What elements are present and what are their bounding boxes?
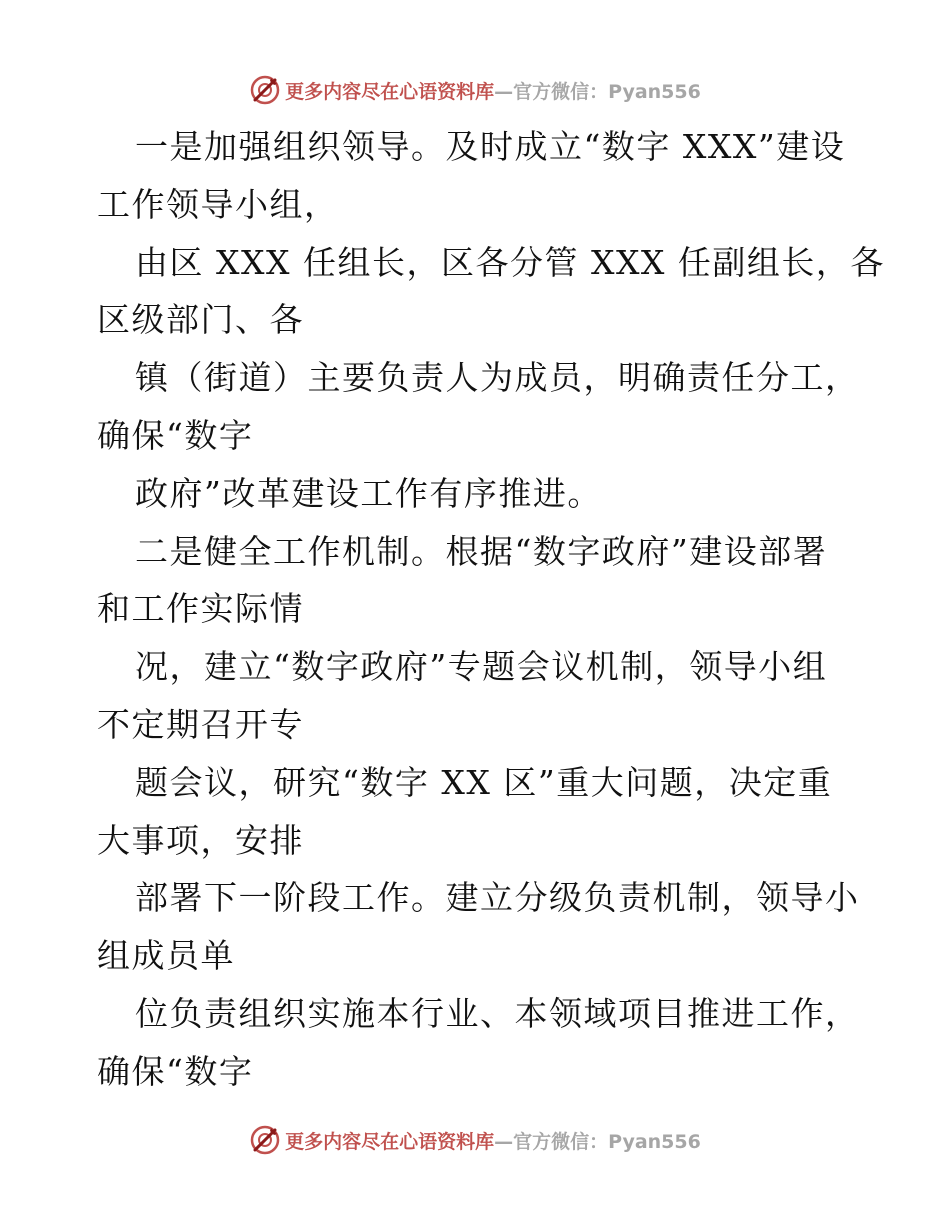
body-line: 确保“数字 [97,415,254,455]
body-line: 二是健全工作机制。根据“数字政府”建设部署 [135,531,828,571]
brand-logo-icon [249,74,281,106]
body-line: 大事项，安排 [97,820,304,860]
body-line: 工作领导小组， [97,184,339,224]
body-line: 况，建立“数字政府”专题会议机制，领导小组 [135,647,828,687]
body-line: 确保“数字 [97,1051,254,1091]
body-line: 部署下一阶段工作。建立分级负责机制，领导小 [135,878,860,918]
header-watermark-text [285,77,701,104]
brand-logo-icon [249,1124,281,1156]
body-line: 由区 XXX 任组长，区各分管 XXX 任副组长，各 [135,242,885,282]
footer-watermark-text [285,1127,701,1154]
body-line: 题会议，研究“数字 XX 区”重大问题，决定重 [135,762,833,802]
body-line: 镇（街道）主要负责人为成员，明确责任分工， [135,358,860,398]
header-watermark [0,70,950,110]
document-body [97,118,885,1101]
header-brand-text: 更多内容尽在心语资料库 [285,80,495,103]
body-line: 区级部门、各 [97,300,304,340]
header-official-text: —官方微信：Pyan556 [494,80,701,103]
footer-watermark [0,1120,950,1160]
body-line: 不定期召开专 [97,704,304,744]
body-line: 政府”改革建设工作有序推进。 [135,473,602,513]
body-line: 组成员单 [97,936,235,976]
footer-official-text: —官方微信：Pyan556 [494,1130,701,1153]
footer-brand-text: 更多内容尽在心语资料库 [285,1130,495,1153]
body-line: 位负责组织实施本行业、本领域项目推进工作， [135,993,860,1033]
body-line: 一是加强组织领导。及时成立“数字 XXX”建设 [135,127,846,166]
body-line: 和工作实际情 [97,589,304,629]
